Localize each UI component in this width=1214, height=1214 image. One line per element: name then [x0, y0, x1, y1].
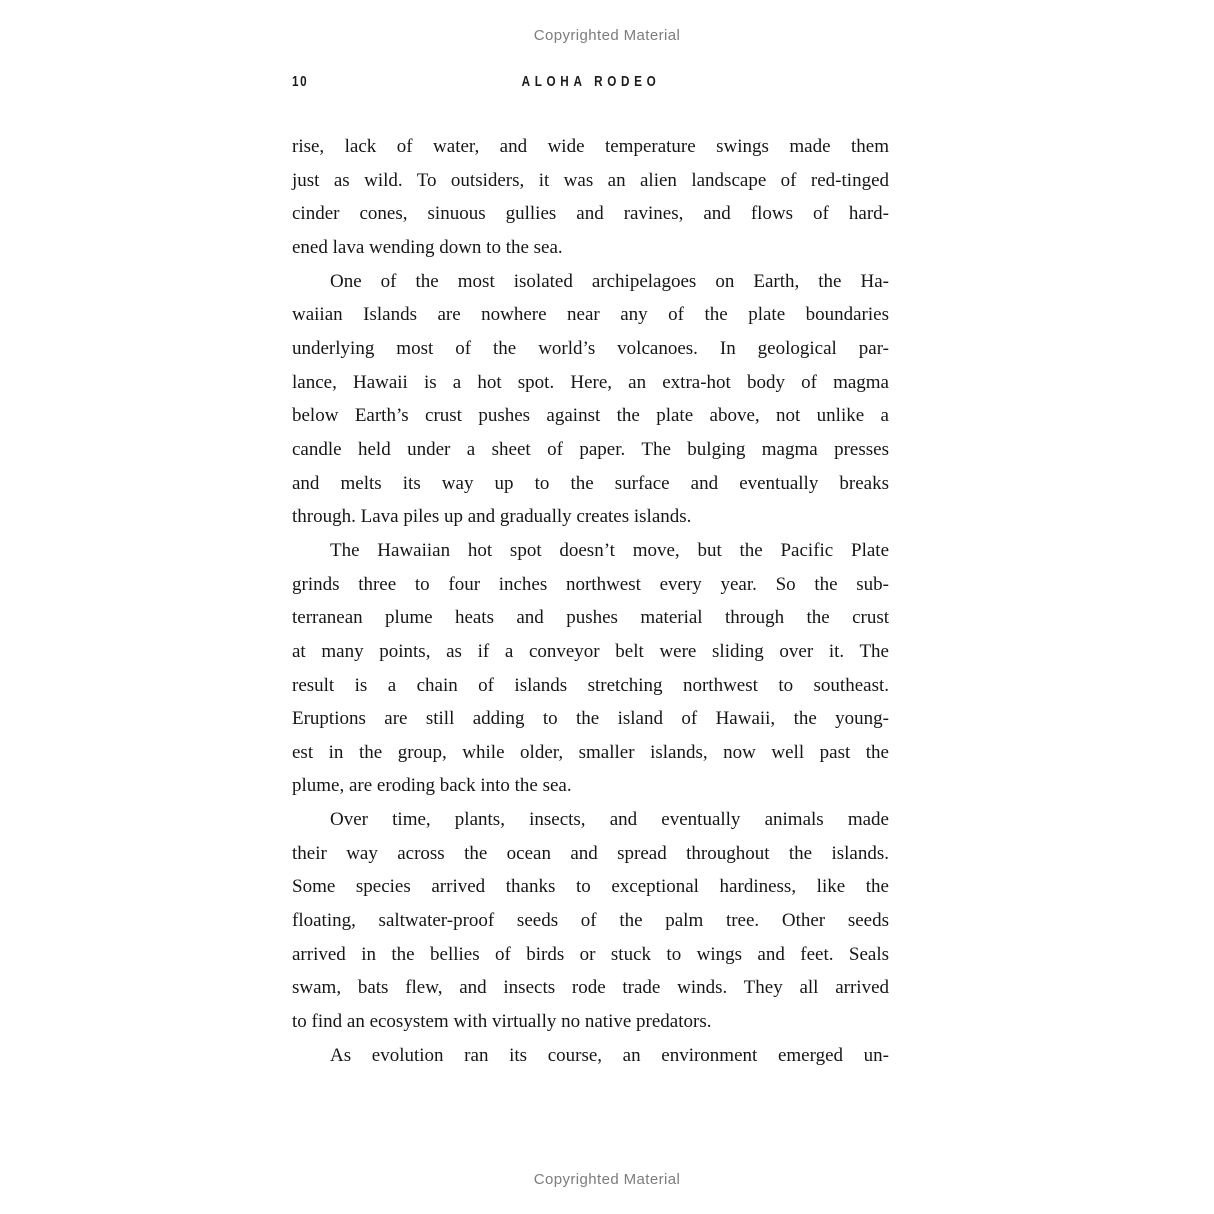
text-line: at many points, as if a conveyor belt were sliding over it. The [292, 640, 889, 662]
text-line: cinder cones, sinuous gullies and ravines, and flows of hard- [292, 203, 889, 225]
text-line: arrived in the bellies of birds or stuck to wings and feet. Seals [292, 943, 889, 965]
text-line: One of the most isolated archipelagoes on Earth, the Ha- [330, 270, 889, 292]
body-text [292, 130, 889, 1072]
paragraph [292, 803, 889, 1039]
text-line: through. Lava piles up and gradually creates islands. [292, 506, 692, 528]
text-line: underlying most of the world’s volcanoes. In geological par- [292, 337, 889, 359]
text-line: their way across the ocean and spread throughout the islands. [292, 842, 889, 864]
text-line: lance, Hawaii is a hot spot. Here, an extra-hot body of magma [292, 371, 889, 393]
page-header [292, 73, 889, 91]
text-line: waiian Islands are nowhere near any of the plate boundaries [292, 304, 889, 326]
text-line: Over time, plants, insects, and eventually animals made [330, 809, 889, 831]
text-line: candle held under a sheet of paper. The bulging magma presses [292, 438, 889, 460]
copyright-notice-top: Copyrighted Material [533, 27, 681, 44]
paragraph [292, 265, 889, 534]
text-line: grinds three to four inches northwest every year. So the sub- [292, 573, 889, 595]
text-line: below Earth’s crust pushes against the plate above, not unlike a [292, 405, 889, 427]
text-line: swam, bats flew, and insects rode trade winds. They all arrived [292, 977, 889, 999]
text-line: plume, are eroding back into the sea. [292, 775, 572, 797]
page-number: 10 [292, 73, 309, 90]
text-line: rise, lack of water, and wide temperature swings made them [292, 136, 889, 157]
text-line: ened lava wending down to the sea. [292, 236, 563, 258]
text-line: The Hawaiian hot spot doesn’t move, but the Pacific Plate [330, 539, 889, 561]
text-line: to find an ecosystem with virtually no native predators. [292, 1011, 712, 1033]
paragraph [292, 1039, 889, 1073]
paragraph [292, 130, 889, 265]
text-line: and melts its way up to the surface and eventually breaks [292, 472, 889, 494]
paragraph [292, 534, 889, 803]
text-line: est in the group, while older, smaller islands, now well past the [292, 741, 889, 763]
text-line: Some species arrived thanks to exceptional hardiness, like the [292, 876, 889, 898]
text-line: terranean plume heats and pushes material through the crust [292, 607, 889, 629]
text-line: floating, saltwater-proof seeds of the palm tree. Other seeds [292, 910, 889, 932]
copyright-notice-bottom: Copyrighted Material [533, 1171, 681, 1188]
text-line: As evolution ran its course, an environment emerged un- [330, 1044, 889, 1066]
running-title: ALOHA RODEO [521, 73, 660, 90]
text-line: result is a chain of islands stretching northwest to southeast. [292, 674, 889, 696]
text-line: Eruptions are still adding to the island of Hawaii, the young- [292, 708, 889, 730]
text-line: just as wild. To outsiders, it was an alien landscape of red-tinged [292, 169, 889, 191]
